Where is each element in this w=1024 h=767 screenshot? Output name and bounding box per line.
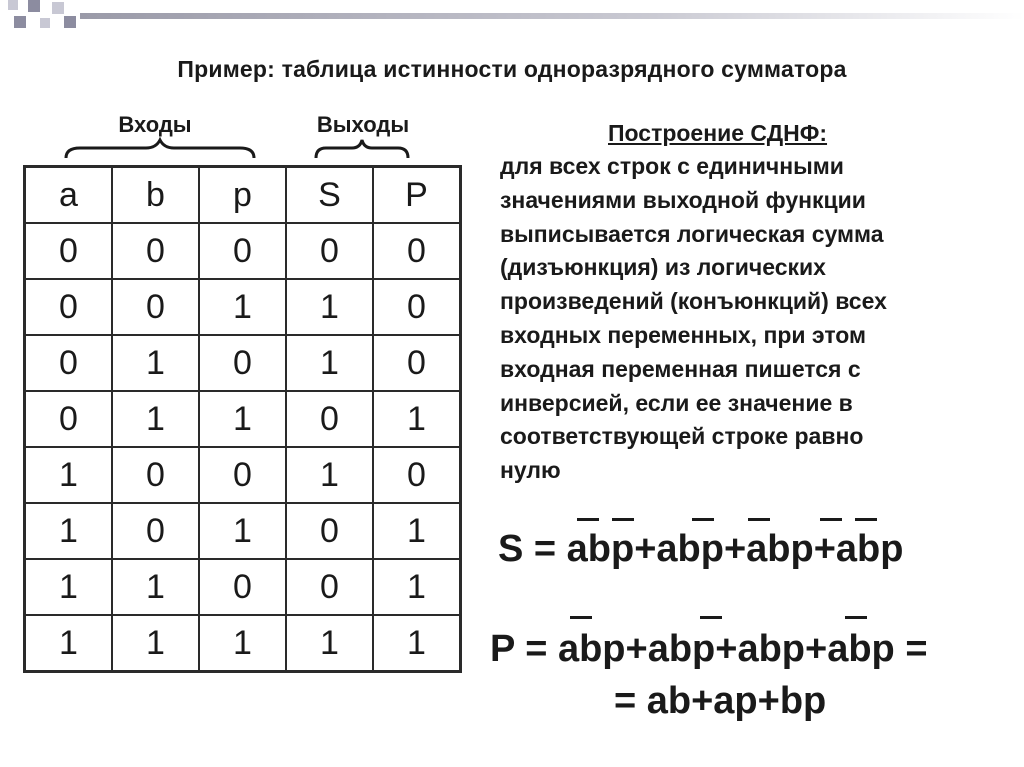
table-cell: 0 xyxy=(199,559,286,615)
sdnf-explanation xyxy=(500,150,1020,488)
table-cell: 0 xyxy=(25,279,113,335)
table-cell: 1 xyxy=(199,279,286,335)
decor-square xyxy=(8,0,18,10)
explanation-line: входных переменных, при этом xyxy=(500,321,867,348)
table-cell: 0 xyxy=(112,279,199,335)
inversion-bar xyxy=(700,616,722,619)
formula-s: S = abp+abp+abp+abp xyxy=(498,528,904,570)
table-cell: 1 xyxy=(199,503,286,559)
table-cell: 1 xyxy=(112,559,199,615)
table-cell: 0 xyxy=(373,335,461,391)
table-row xyxy=(25,615,461,672)
table-cell: 0 xyxy=(25,223,113,279)
explanation-line: соответствующей строке равно xyxy=(500,423,864,450)
table-row xyxy=(25,279,461,335)
table-cell: 0 xyxy=(25,335,113,391)
table-row xyxy=(25,391,461,447)
explanation-line: входная переменная пишется с xyxy=(500,355,861,382)
decor-square xyxy=(52,2,64,14)
table-cell: 0 xyxy=(112,503,199,559)
table-cell: 1 xyxy=(199,615,286,672)
header-cell-b: b xyxy=(112,167,199,224)
explanation-line: для всех строк с единичными xyxy=(500,153,844,179)
formula-p-simplified: = ab+ap+bp xyxy=(614,680,827,722)
table-row xyxy=(25,503,461,559)
decor-gradient-line xyxy=(80,13,1024,19)
table-cell: 1 xyxy=(286,279,373,335)
table-cell: 1 xyxy=(373,615,461,672)
table-cell: 0 xyxy=(286,559,373,615)
table-cell: 0 xyxy=(286,503,373,559)
page-title: Пример: таблица истинности одноразрядного сумматора xyxy=(177,56,847,82)
table-cell: 1 xyxy=(373,503,461,559)
table-cell: 0 xyxy=(286,391,373,447)
table-cell: 1 xyxy=(286,615,373,672)
inversion-bar xyxy=(820,518,842,521)
table-row xyxy=(25,223,461,279)
header-cell-P: P xyxy=(373,167,461,224)
explanation-line: инверсией, если ее значение в xyxy=(500,389,853,416)
truth-table xyxy=(23,165,462,673)
explanation-line: (дизъюнкция) из логических xyxy=(500,254,826,281)
inversion-bar xyxy=(845,616,867,619)
decor-square xyxy=(64,16,76,28)
table-cell: 1 xyxy=(373,391,461,447)
table-cell: 0 xyxy=(25,391,113,447)
table-row xyxy=(25,335,461,391)
inversion-bar xyxy=(570,616,592,619)
table-cell: 0 xyxy=(199,223,286,279)
outputs-brace xyxy=(310,136,414,160)
table-cell: 0 xyxy=(373,447,461,503)
table-cell: 0 xyxy=(112,447,199,503)
formula-p: P = abp+abp+abp+abp = xyxy=(490,628,928,670)
inversion-bar xyxy=(577,518,599,521)
table-cell: 1 xyxy=(286,447,373,503)
table-cell: 1 xyxy=(199,391,286,447)
table-cell: 1 xyxy=(25,447,113,503)
decor-square xyxy=(28,0,40,12)
header-cell-a: a xyxy=(25,167,113,224)
decor-square xyxy=(40,18,50,28)
table-cell: 1 xyxy=(112,615,199,672)
header-decoration xyxy=(0,0,1024,30)
inputs-brace xyxy=(60,136,260,160)
inputs-label: Входы xyxy=(118,112,192,137)
table-cell: 1 xyxy=(25,503,113,559)
decor-square xyxy=(14,16,26,28)
inversion-bar xyxy=(855,518,877,521)
table-cell: 0 xyxy=(199,447,286,503)
table-cell: 1 xyxy=(373,559,461,615)
table-cell: 0 xyxy=(286,223,373,279)
table-cell: 1 xyxy=(286,335,373,391)
sdnf-heading: Построение СДНФ: xyxy=(608,120,828,146)
inversion-bar xyxy=(612,518,634,521)
header-cell-p: p xyxy=(199,167,286,224)
explanation-line: нулю xyxy=(500,457,561,484)
table-cell: 1 xyxy=(112,335,199,391)
explanation-line: значениями выходной функции xyxy=(500,186,866,213)
table-row xyxy=(25,447,461,503)
table-row xyxy=(25,559,461,615)
inversion-bar xyxy=(692,518,714,521)
explanation-line: произведений (конъюнкций) всех xyxy=(500,288,887,315)
inversion-bar xyxy=(748,518,770,521)
outputs-label: Выходы xyxy=(316,112,410,137)
table-cell: 0 xyxy=(199,335,286,391)
table-cell: 0 xyxy=(112,223,199,279)
table-cell: 1 xyxy=(112,391,199,447)
table-cell: 0 xyxy=(373,223,461,279)
table-cell: 0 xyxy=(373,279,461,335)
table-header-row xyxy=(25,167,461,224)
header-cell-S: S xyxy=(286,167,373,224)
table-cell: 1 xyxy=(25,615,113,672)
explanation-line: выписывается логическая сумма xyxy=(500,220,884,247)
table-cell: 1 xyxy=(25,559,113,615)
